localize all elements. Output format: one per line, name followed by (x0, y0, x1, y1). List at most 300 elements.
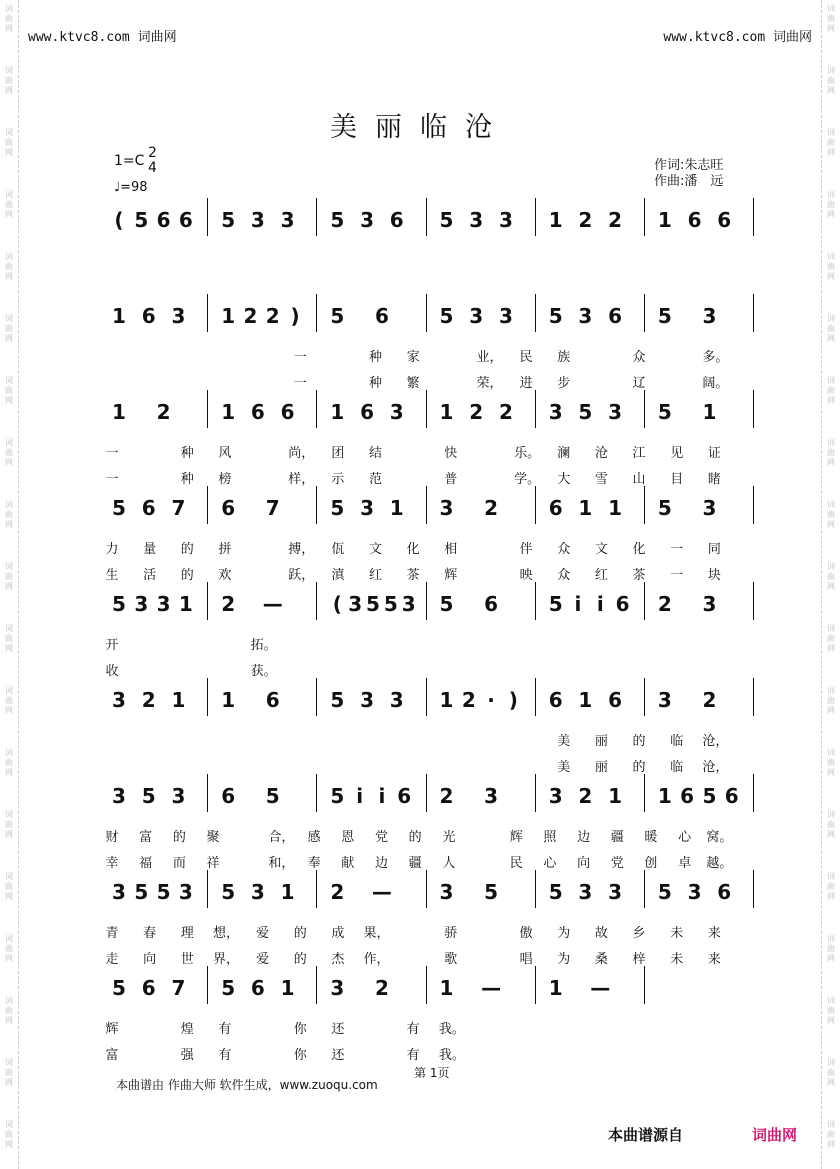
lyric-syllable: 强 (180, 1048, 194, 1063)
barline (426, 198, 427, 236)
watermark-text: 词 曲 网 (827, 500, 835, 529)
lyric-syllable: 故 (594, 926, 608, 941)
note: 2 (330, 880, 345, 904)
lyric-syllable: 江 (632, 446, 646, 461)
barline (207, 774, 208, 812)
note: 6 (221, 496, 236, 520)
lyric-syllable: 乐。 (514, 446, 541, 461)
lyric-syllable: 我。 (438, 1048, 465, 1063)
note: 5 (657, 400, 672, 424)
lyric-syllable: 一 (670, 542, 684, 557)
lyric-syllable: 照 (543, 830, 557, 845)
note: 3 (548, 784, 563, 808)
note: 3 (608, 400, 623, 424)
note: 2 (374, 976, 389, 1000)
lyric-syllable: 的 (172, 830, 186, 845)
lyric-syllable: 还 (331, 1022, 345, 1037)
lyric-syllable: 丽 (594, 760, 608, 775)
barline (535, 966, 536, 1004)
barline (207, 678, 208, 716)
score-row (100, 206, 755, 296)
lyric-syllable: 化 (406, 542, 420, 557)
watermark-text: 词 曲 网 (827, 1120, 835, 1149)
note: 2 (156, 400, 171, 424)
lyric-syllable: 爱 (256, 926, 270, 941)
note: 6 (141, 496, 156, 520)
lyric-syllable: 富 (105, 1048, 119, 1063)
note: 5 (221, 208, 236, 232)
watermark-text: 词 曲 网 (827, 996, 835, 1025)
lyric-syllable: 化 (632, 542, 646, 557)
watermark-text: 词 曲 网 (827, 562, 835, 591)
barline (426, 870, 427, 908)
source-site[interactable]: 词曲网 (752, 1126, 798, 1144)
lyric-syllable: 风 (218, 446, 232, 461)
note: 6 (141, 976, 156, 1000)
lyric-syllable: 见 (670, 446, 684, 461)
note: i (596, 592, 604, 616)
lyric-syllable: 歌 (444, 952, 458, 967)
note: 6 (615, 592, 630, 616)
note: 1 (657, 208, 672, 232)
lyric-syllable: 种 (369, 350, 383, 365)
note: 3 (360, 688, 374, 712)
barline (753, 294, 754, 332)
lyric-syllable: 财 (105, 830, 119, 845)
watermark-text: 词 曲 网 (827, 934, 835, 963)
lyric-syllable: 族 (557, 350, 571, 365)
note: 5 (548, 880, 563, 904)
barline (316, 966, 317, 1004)
note: — (481, 976, 502, 1000)
note: 5 (439, 208, 454, 232)
composer: 作曲:潘 远 (654, 174, 724, 189)
note: 6 (548, 496, 563, 520)
lyric-syllable: 映 (519, 568, 533, 583)
note: 5 (156, 880, 171, 904)
lyric-syllable: 骄 (444, 926, 458, 941)
note: 3 (687, 880, 702, 904)
watermark-text: 词 曲 网 (827, 252, 835, 281)
lyric-syllable: 你 (293, 1022, 307, 1037)
note: 1 (657, 784, 672, 808)
note: — (590, 976, 611, 1000)
barline (316, 582, 317, 620)
note: 3 (578, 304, 593, 328)
notes-line (100, 686, 755, 720)
lyric-syllable: 目 (670, 472, 684, 487)
lyric-syllable: 一 (105, 472, 119, 487)
lyric-syllable: 理 (180, 926, 194, 941)
lyric-syllable: 沧， (702, 734, 729, 749)
barline (316, 198, 317, 236)
note: 3 (112, 688, 126, 712)
lyric-syllable: 未 (670, 926, 684, 941)
note: 3 (389, 688, 404, 712)
note: 5 (484, 880, 499, 904)
lyric-syllable: 红 (369, 568, 383, 583)
barline (535, 870, 536, 908)
watermark-text: 词 曲 网 (827, 810, 835, 839)
note: 1 (178, 592, 193, 616)
barline (426, 294, 427, 332)
barline (316, 486, 317, 524)
note: 1 (221, 304, 236, 328)
note: 6 (608, 304, 623, 328)
lyric-syllable: 边 (577, 830, 591, 845)
lyric-syllable: 拼 (218, 542, 232, 557)
barline (644, 870, 645, 908)
lyric-syllable: 伴 (519, 542, 533, 557)
lyric-syllable: 相 (444, 542, 458, 557)
notes-line (100, 974, 755, 1008)
note: 5 (439, 592, 454, 616)
lyric-syllable: 煌 (180, 1022, 194, 1037)
note: 3 (134, 592, 149, 616)
lyric-syllable: 来 (707, 952, 721, 967)
lyric-syllable: 繁 (406, 376, 420, 391)
lyric-syllable: 睹 (707, 472, 721, 487)
lyric-line (100, 1018, 755, 1038)
score-row (100, 494, 755, 584)
watermark-text: 词 曲 网 (827, 314, 835, 343)
note: 5 (548, 592, 563, 616)
lyric-syllable: 种 (180, 472, 194, 487)
lyric-syllable: 窝。 (706, 830, 733, 845)
lyric-syllable: 党 (610, 856, 624, 871)
lyric-syllable: 美 (557, 734, 571, 749)
watermark-text: 词 曲 网 (5, 748, 13, 777)
note: 6 (724, 784, 739, 808)
lyric-syllable: 春 (143, 926, 157, 941)
notes-line (100, 494, 755, 528)
note: 3 (171, 784, 186, 808)
notes-line (100, 398, 755, 432)
lyric-syllable: 种 (369, 376, 383, 391)
lyric-syllable: 为 (557, 952, 571, 967)
lyric-syllable: 爱 (256, 952, 270, 967)
note: 1 (112, 304, 126, 328)
barline (753, 774, 754, 812)
barline (644, 390, 645, 428)
lyric-line (100, 730, 755, 750)
note: 3 (439, 880, 454, 904)
lyric-syllable: 的 (632, 760, 646, 775)
lyric-syllable: 感 (307, 830, 321, 845)
barline (535, 390, 536, 428)
watermark-text: 词 曲 网 (827, 748, 835, 777)
lyric-syllable: 步 (557, 376, 571, 391)
note: 1 (280, 880, 295, 904)
note: 5 (112, 976, 126, 1000)
lyric-syllable: 雪 (594, 472, 608, 487)
note: 3 (171, 304, 186, 328)
lyric-syllable: 心 (678, 830, 692, 845)
note: 1 (112, 400, 126, 424)
watermark-text: 词 曲 网 (5, 1058, 13, 1087)
lyric-syllable: 沧 (594, 446, 608, 461)
note: 2 (461, 688, 476, 712)
lyric-syllable: 一 (293, 350, 307, 365)
note: 3 (112, 880, 126, 904)
watermark-text: 词 曲 网 (5, 500, 13, 529)
note: 6 (221, 784, 236, 808)
lyric-syllable: 茶 (406, 568, 420, 583)
note: 5 (134, 208, 149, 232)
barline (426, 774, 427, 812)
note: 2 (484, 496, 499, 520)
barline (426, 678, 427, 716)
lyric-syllable: 界， (212, 952, 239, 967)
watermark-text: 词 曲 网 (827, 686, 835, 715)
lyric-syllable: 恩 (341, 830, 355, 845)
lyric-syllable: 作， (363, 952, 390, 967)
watermark-text: 词 曲 网 (5, 376, 13, 405)
note: 5 (265, 784, 280, 808)
note: 1 (548, 208, 563, 232)
note: 2 (439, 784, 454, 808)
note: i (356, 784, 364, 808)
note: 6 (608, 688, 623, 712)
lyric-syllable: 获。 (250, 664, 277, 679)
lyric-syllable: 暖 (644, 830, 658, 845)
note: 5 (657, 496, 672, 520)
lyric-syllable: 我。 (438, 1022, 465, 1037)
note: — (371, 880, 392, 904)
lyric-syllable: 有 (406, 1022, 420, 1037)
note: 3 (608, 880, 623, 904)
barline (316, 678, 317, 716)
note: 3 (484, 784, 499, 808)
note: 3 (360, 208, 374, 232)
note: 2 (578, 208, 593, 232)
time-numerator: 2 (148, 145, 157, 161)
lyric-syllable: 荣， (476, 376, 503, 391)
barline (535, 582, 536, 620)
lyric-line (100, 756, 755, 776)
lyric-syllable: 多。 (702, 350, 729, 365)
note: 3 (439, 496, 454, 520)
site-name: 词曲网 (772, 30, 812, 45)
time-denominator: 4 (148, 160, 157, 176)
lyric-syllable: 收 (105, 664, 119, 679)
barline (426, 966, 427, 1004)
note: · (487, 688, 495, 712)
lyric-syllable: 梓 (632, 952, 646, 967)
lyric-syllable: 民 (519, 350, 533, 365)
note: 2 (608, 208, 623, 232)
note: 1 (221, 400, 236, 424)
lyric-syllable: 为 (557, 926, 571, 941)
lyric-syllable: 团 (331, 446, 345, 461)
note: 5 (702, 784, 717, 808)
note: 3 (702, 496, 717, 520)
lyric-syllable: 文 (369, 542, 383, 557)
score-row (100, 974, 755, 1064)
note: 5 (439, 304, 454, 328)
lyric-syllable: 的 (293, 926, 307, 941)
lyric-syllable: 佤 (331, 542, 345, 557)
watermark-text: 词 曲 网 (5, 314, 13, 343)
lyric-syllable: 辉 (105, 1022, 119, 1037)
note: 3 (250, 208, 265, 232)
lyric-syllable: 拓。 (250, 638, 277, 653)
barline (207, 582, 208, 620)
lyric-syllable: 辽 (632, 376, 646, 391)
note: 1 (439, 688, 454, 712)
lyric-syllable: 开 (105, 638, 119, 653)
lyric-syllable: 结 (369, 446, 383, 461)
lyric-syllable: 大 (557, 472, 571, 487)
lyric-syllable: 走 (105, 952, 119, 967)
note: 3 (469, 208, 484, 232)
lyric-syllable: 一 (293, 376, 307, 391)
barline (753, 486, 754, 524)
lyric-syllable: 边 (374, 856, 388, 871)
lyric-syllable: 量 (143, 542, 157, 557)
site-url-link[interactable]: www.ktvc8.com (663, 30, 766, 45)
note: 5 (141, 784, 156, 808)
page-number: 第 1页 (414, 1066, 450, 1080)
score-row (100, 686, 755, 776)
lyric-syllable: 沧， (702, 760, 729, 775)
note: 6 (687, 208, 702, 232)
score-row (100, 878, 755, 968)
lyric-syllable: 来 (707, 926, 721, 941)
lyric-syllable: 向 (577, 856, 591, 871)
lyric-line (100, 634, 755, 654)
lyric-syllable: 同 (707, 542, 721, 557)
lyric-syllable: 奉 (307, 856, 321, 871)
note: 5 (548, 304, 563, 328)
note: 3 (112, 784, 126, 808)
lyric-syllable: 辉 (509, 830, 523, 845)
lyric-syllable: 文 (594, 542, 608, 557)
note: 6 (360, 400, 374, 424)
lyric-syllable: 乡 (632, 926, 646, 941)
note: 1 (578, 688, 593, 712)
lyric-syllable: 业， (476, 350, 503, 365)
note: 3 (548, 400, 563, 424)
note: 1 (439, 976, 454, 1000)
barline (535, 486, 536, 524)
watermark-text: 词 曲 网 (5, 686, 13, 715)
barline (644, 678, 645, 716)
note: 3 (498, 304, 513, 328)
watermark-text: 词 曲 网 (5, 624, 13, 653)
lyric-syllable: 祥 (206, 856, 220, 871)
lyric-syllable: 果， (363, 926, 390, 941)
lyric-syllable: 青 (105, 926, 119, 941)
watermark-text: 词 曲 网 (5, 4, 13, 33)
lyric-syllable: 疆 (610, 830, 624, 845)
note: 6 (280, 400, 295, 424)
note: 5 (112, 592, 126, 616)
site-url-link[interactable]: www.ktvc8.com (28, 30, 130, 45)
note: 1 (171, 688, 186, 712)
lyric-line (100, 538, 755, 558)
lyric-syllable: 聚 (206, 830, 220, 845)
note: 5 (330, 688, 345, 712)
barline (644, 966, 645, 1004)
notes-line (100, 878, 755, 912)
score-row (100, 398, 755, 488)
lyric-syllable: 的 (632, 734, 646, 749)
note: 3 (156, 592, 171, 616)
note: ) (290, 304, 300, 328)
lyric-line (100, 1044, 755, 1064)
lyric-syllable: 卓 (678, 856, 692, 871)
note: 2 (265, 304, 280, 328)
note: 6 (484, 592, 499, 616)
note: 2 (141, 688, 156, 712)
barline (535, 774, 536, 812)
note: 3 (250, 880, 265, 904)
tempo: =98 (120, 180, 148, 195)
lyric-syllable: 杰 (331, 952, 345, 967)
lyric-syllable: 山 (632, 472, 646, 487)
watermark-text: 词 曲 网 (5, 996, 13, 1025)
lyric-syllable: 临 (670, 760, 684, 775)
watermark-text: 词 曲 网 (5, 252, 13, 281)
note: 1 (702, 400, 717, 424)
lyric-syllable: 力 (105, 542, 119, 557)
watermark-text: 词 曲 网 (827, 66, 835, 95)
note: 5 (221, 976, 236, 1000)
lyric-syllable: 世 (180, 952, 194, 967)
note: 2 (578, 784, 593, 808)
lyric-syllable: 活 (143, 568, 157, 583)
lyric-syllable: 进 (519, 376, 533, 391)
lyric-line (100, 826, 755, 846)
barline (644, 294, 645, 332)
note: 1 (389, 496, 404, 520)
lyric-syllable: 创 (644, 856, 658, 871)
note: 5 (330, 784, 345, 808)
key: 1=C (114, 153, 145, 169)
note: 1 (439, 400, 454, 424)
note: 3 (498, 208, 513, 232)
lyric-syllable: 疆 (408, 856, 422, 871)
lyric-syllable: 生 (105, 568, 119, 583)
watermark-text: 词 曲 网 (5, 810, 13, 839)
note: 3 (389, 400, 404, 424)
note: i (378, 784, 386, 808)
note: 6 (156, 208, 171, 232)
lyric-syllable: 党 (374, 830, 388, 845)
lyric-syllable: 的 (180, 568, 194, 583)
notes-line (100, 302, 755, 336)
watermark-text: 词 曲 网 (827, 438, 835, 467)
note: 3 (657, 688, 672, 712)
lyric-line (100, 372, 755, 392)
note: 6 (717, 208, 732, 232)
note: 2 (657, 592, 672, 616)
watermark-text: 词 曲 网 (5, 190, 13, 219)
lyric-syllable: 心 (543, 856, 557, 871)
lyric-syllable: 唱 (519, 952, 533, 967)
lyric-syllable: 临 (670, 734, 684, 749)
note: 2 (702, 688, 717, 712)
lyric-line (100, 468, 755, 488)
watermark-text: 词 曲 网 (5, 934, 13, 963)
note: 2 (243, 304, 258, 328)
lyric-syllable: 搏， (288, 542, 315, 557)
lyric-syllable: 的 (408, 830, 422, 845)
note: 6 (374, 304, 389, 328)
barline (207, 870, 208, 908)
lyric-line (100, 442, 755, 462)
